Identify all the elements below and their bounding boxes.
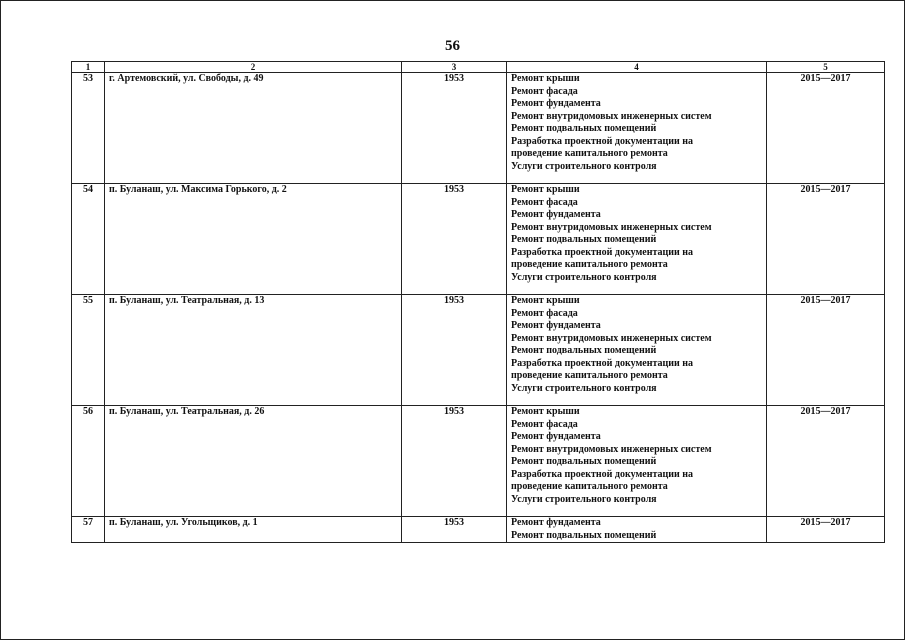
repair-works-cell [507, 184, 767, 295]
column-number-row [72, 62, 885, 73]
row-number: 53 [72, 73, 105, 184]
repair-period: 2015—2017 [767, 517, 885, 543]
row-number: 57 [72, 517, 105, 543]
construction-year: 1953 [402, 184, 507, 295]
repair-work-item: Услуги строительного контроля [511, 271, 657, 283]
column-header: 5 [767, 62, 885, 73]
repair-work-item: проведение капитального ремонта [511, 370, 668, 381]
row-number: 56 [72, 406, 105, 517]
page-number: 56 [445, 38, 460, 54]
table-row [72, 406, 885, 517]
building-address: г. Артемовский, ул. Свободы, д. 49 [105, 73, 402, 184]
repair-work-item: Ремонт крыши [511, 406, 580, 417]
repair-works-cell [507, 295, 767, 406]
row-number: 55 [72, 295, 105, 406]
repair-work-item: Ремонт внутридомовых инженерных систем [511, 221, 712, 233]
repair-works-cell [507, 517, 767, 543]
building-address: п. Буланаш, ул. Угольщиков, д. 1 [105, 517, 402, 543]
column-header: 1 [72, 62, 105, 73]
repair-work-item: Услуги строительного контроля [511, 382, 657, 394]
repair-work-item: Разработка проектной документации на [511, 357, 694, 369]
row-number: 54 [72, 184, 105, 295]
building-address: п. Буланаш, ул. Театральная, д. 13 [105, 295, 402, 406]
repair-work-item: Ремонт крыши [511, 73, 580, 84]
repair-works-cell [507, 73, 767, 184]
table-row [72, 73, 885, 184]
repair-work-item: Ремонт фасада [511, 418, 578, 430]
repair-work-item: Услуги строительного контроля [511, 493, 657, 505]
repair-work-item: Разработка проектной документации на [511, 468, 694, 480]
repair-period: 2015—2017 [767, 184, 885, 295]
repair-works-cell [507, 406, 767, 517]
repair-period: 2015—2017 [767, 406, 885, 517]
construction-year: 1953 [402, 406, 507, 517]
repair-work-item: Ремонт подвальных помещений [511, 529, 657, 541]
repair-work-item: проведение капитального ремонта [511, 148, 668, 159]
repair-work-item: Ремонт подвальных помещений [511, 345, 657, 356]
repair-work-item: Ремонт фундамента [511, 209, 601, 220]
repair-period: 2015—2017 [767, 73, 885, 184]
repair-work-item: Ремонт фундамента [511, 320, 601, 331]
table-row [72, 295, 885, 406]
repair-work-item: Ремонт фасада [511, 85, 578, 97]
repair-work-item: Ремонт фундамента [511, 431, 601, 442]
construction-year: 1953 [402, 295, 507, 406]
construction-year: 1953 [402, 73, 507, 184]
repair-schedule-table [71, 61, 885, 543]
repair-work-item: Ремонт фундамента [511, 98, 601, 109]
repair-work-item: Ремонт подвальных помещений [511, 234, 657, 245]
repair-work-item: Услуги строительного контроля [511, 160, 657, 172]
column-header: 3 [402, 62, 507, 73]
table-row [72, 184, 885, 295]
table-row [72, 517, 885, 543]
repair-work-item: Ремонт фасада [511, 307, 578, 319]
repair-work-item: Ремонт внутридомовых инженерных систем [511, 332, 712, 344]
column-header: 2 [105, 62, 402, 73]
repair-work-item: Разработка проектной документации на [511, 246, 694, 258]
repair-work-item: Ремонт крыши [511, 184, 580, 195]
column-header: 4 [507, 62, 767, 73]
repair-work-item: Ремонт подвальных помещений [511, 123, 657, 134]
repair-work-item: Ремонт фундамента [511, 517, 601, 528]
repair-period: 2015—2017 [767, 295, 885, 406]
repair-work-item: Ремонт фасада [511, 196, 578, 208]
construction-year: 1953 [402, 517, 507, 543]
repair-work-item: Ремонт внутридомовых инженерных систем [511, 110, 712, 122]
repair-work-item: Ремонт подвальных помещений [511, 456, 657, 467]
repair-work-item: Ремонт внутридомовых инженерных систем [511, 443, 712, 455]
repair-work-item: Ремонт крыши [511, 295, 580, 306]
repair-work-item: проведение капитального ремонта [511, 259, 668, 270]
building-address: п. Буланаш, ул. Максима Горького, д. 2 [105, 184, 402, 295]
repair-work-item: проведение капитального ремонта [511, 481, 668, 492]
table-body [72, 73, 885, 543]
building-address: п. Буланаш, ул. Театральная, д. 26 [105, 406, 402, 517]
repair-work-item: Разработка проектной документации на [511, 135, 694, 147]
